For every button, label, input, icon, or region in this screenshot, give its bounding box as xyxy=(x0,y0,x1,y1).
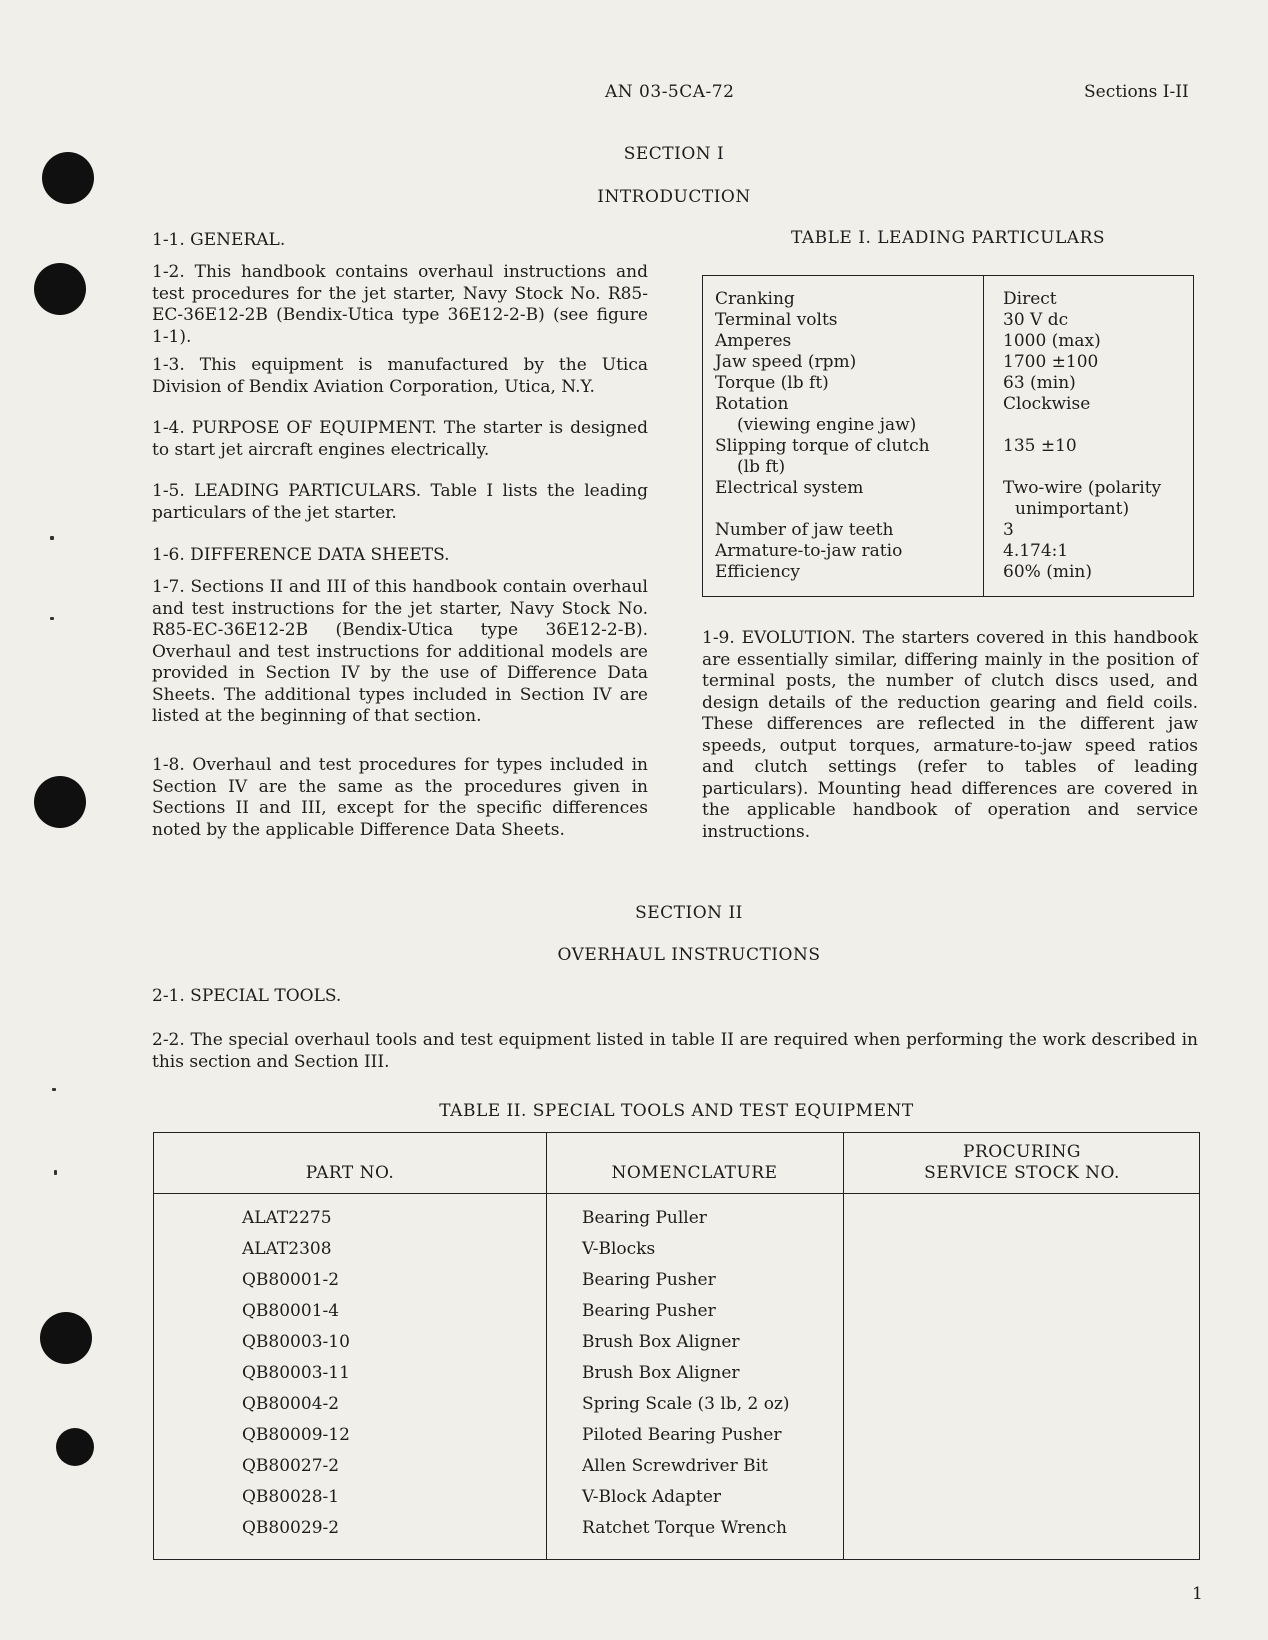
table-2-row xyxy=(154,1265,1199,1296)
col-header-procuring: PROCURING xyxy=(963,1142,1081,1162)
particular-label-line: Rotation xyxy=(715,394,789,414)
nomenclature: Piloted Bearing Pusher xyxy=(582,1425,782,1445)
doc-number: AN 03-5CA-72 xyxy=(605,82,735,102)
particular-value-line: unimportant) xyxy=(1015,499,1130,519)
particular-label xyxy=(715,310,977,331)
col-header-service-stock-no: SERVICE STOCK NO. xyxy=(924,1163,1120,1183)
particular-value-line: 60% (min) xyxy=(1003,562,1092,582)
para-1-7: 1-7. Sections II and III of this handbook contain overhaul and test instructions for the jet starter, Navy Stock No. R85-EC-36E12-2B (Bendix-Utica type 36E12-2-B). Overhaul and test instructions for additional models are provided in Section IV by the use of Difference Data Sheets. The additional types included in Section IV are listed at the beginning of that section. xyxy=(152,577,648,726)
table-2-row xyxy=(154,1420,1199,1451)
particular-label-line: Electrical system xyxy=(715,478,864,498)
part-number: QB80003-10 xyxy=(242,1332,350,1352)
particular-value xyxy=(1003,352,1193,373)
nomenclature: Brush Box Aligner xyxy=(582,1332,740,1352)
para-1-6: 1-6. DIFFERENCE DATA SHEETS. xyxy=(152,545,450,565)
particular-label xyxy=(715,520,977,541)
table-2-row xyxy=(154,1389,1199,1420)
speck xyxy=(52,1088,56,1091)
part-number: QB80004-2 xyxy=(242,1394,340,1414)
particular-label-line: (lb ft) xyxy=(737,457,786,477)
speck xyxy=(54,1170,57,1175)
particular-label-line: Slipping torque of clutch xyxy=(715,436,930,456)
binder-hole-1 xyxy=(42,152,94,204)
particular-label xyxy=(715,394,977,436)
part-number: QB80009-12 xyxy=(242,1425,350,1445)
special-tools-table xyxy=(153,1132,1200,1560)
particular-label-line: Armature-to-jaw ratio xyxy=(715,541,903,561)
table-2-row xyxy=(154,1203,1199,1234)
table-2-row xyxy=(154,1513,1199,1544)
table-1-title: TABLE I. LEADING PARTICULARS xyxy=(790,228,1106,248)
particular-value-line: 3 xyxy=(1003,520,1014,540)
para-1-8: 1-8. Overhaul and test procedures for types included in Section IV are the same as the procedures given in Sections II and III, except for the specific differences noted by the applicable Difference Data Sheets. xyxy=(152,755,648,840)
section-1-subtitle: INTRODUCTION xyxy=(597,187,751,207)
particular-value xyxy=(1003,436,1193,457)
para-1-9: 1-9. EVOLUTION. The starters covered in this handbook are essentially similar, differing mainly in the position of terminal posts, the number of clutch discs used, and design details of the reduction gearing and field coils. These differences are reflected in the different jaw speeds, output torques, armature-to-jaw speed ratios and clutch settings (refer to tables of leading particulars). Mounting head differences are covered in the applicable handbook of operation and service instructions. xyxy=(702,628,1198,842)
nomenclature: Ratchet Torque Wrench xyxy=(582,1518,787,1538)
para-1-5: 1-5. LEADING PARTICULARS. Table I lists the leading particulars of the jet starter. xyxy=(152,481,648,523)
particular-value-line: 63 (min) xyxy=(1003,373,1076,393)
table-2-header-divider xyxy=(154,1193,1199,1194)
para-1-3: 1-3. This equipment is manufactured by the Utica Division of Bendix Aviation Corporation, Utica, N.Y. xyxy=(152,355,648,397)
particular-label xyxy=(715,562,977,583)
table-1-divider xyxy=(983,276,984,596)
section-1-title: SECTION I xyxy=(623,144,725,164)
particular-label xyxy=(715,331,977,352)
nomenclature: V-Blocks xyxy=(582,1239,656,1259)
binder-hole-4 xyxy=(40,1312,92,1364)
particular-value xyxy=(1003,478,1193,520)
part-number: QB80001-4 xyxy=(242,1301,340,1321)
particular-label-line: Efficiency xyxy=(715,562,801,582)
part-number: ALAT2275 xyxy=(242,1208,332,1228)
particular-value-line: Direct xyxy=(1003,289,1057,309)
particular-value-line: 1000 (max) xyxy=(1003,331,1101,351)
particular-label-line: Number of jaw teeth xyxy=(715,520,894,540)
particular-label xyxy=(715,352,977,373)
particular-value xyxy=(1003,394,1193,415)
nomenclature: Brush Box Aligner xyxy=(582,1363,740,1383)
table-2-row xyxy=(154,1482,1199,1513)
section-2-title: SECTION II xyxy=(635,903,743,923)
table-2-row xyxy=(154,1358,1199,1389)
table-2-row xyxy=(154,1327,1199,1358)
nomenclature: Bearing Pusher xyxy=(582,1270,716,1290)
nomenclature: Bearing Pusher xyxy=(582,1301,716,1321)
particular-label-line: Jaw speed (rpm) xyxy=(715,352,857,372)
page-number: 1 xyxy=(1192,1584,1203,1604)
section-2-subtitle: OVERHAUL INSTRUCTIONS xyxy=(557,945,821,965)
particular-label xyxy=(715,373,977,394)
particular-label xyxy=(715,436,977,478)
part-number: QB80029-2 xyxy=(242,1518,340,1538)
particular-label xyxy=(715,289,977,310)
particular-value xyxy=(1003,310,1193,331)
para-1-2: 1-2. This handbook contains overhaul instructions and test procedures for the jet starter, Navy Stock No. R85-EC-36E12-2B (Bendix-Utica type 36E12-2-B) (see figure 1-1). xyxy=(152,262,648,347)
col-header-part-no: PART NO. xyxy=(305,1163,395,1183)
particular-label xyxy=(715,478,977,499)
binder-hole-5 xyxy=(56,1428,94,1466)
para-2-2: 2-2. The special overhaul tools and test equipment listed in table II are required when performing the work described in this section and Section III. xyxy=(152,1030,1198,1072)
speck xyxy=(50,617,54,620)
nomenclature: Bearing Puller xyxy=(582,1208,707,1228)
particular-label-line: (viewing engine jaw) xyxy=(737,415,917,435)
binder-hole-3 xyxy=(34,776,86,828)
particular-value xyxy=(1003,520,1193,541)
nomenclature: Spring Scale (3 lb, 2 oz) xyxy=(582,1394,790,1414)
nomenclature: Allen Screwdriver Bit xyxy=(582,1456,768,1476)
particular-label-line: Torque (lb ft) xyxy=(715,373,829,393)
part-number: QB80028-1 xyxy=(242,1487,340,1507)
table-2-title: TABLE II. SPECIAL TOOLS AND TEST EQUIPMENT xyxy=(439,1101,914,1121)
particular-value-line: 4.174:1 xyxy=(1003,541,1069,561)
particular-label-line: Amperes xyxy=(715,331,792,351)
particular-value xyxy=(1003,562,1193,583)
particular-value-line: Two-wire (polarity xyxy=(1003,478,1162,498)
part-number: QB80003-11 xyxy=(242,1363,350,1383)
para-2-1: 2-1. SPECIAL TOOLS. xyxy=(152,986,342,1006)
part-number: ALAT2308 xyxy=(242,1239,332,1259)
particular-value-line: 135 ±10 xyxy=(1003,436,1077,456)
particular-value xyxy=(1003,541,1193,562)
table-2-row xyxy=(154,1451,1199,1482)
particular-value xyxy=(1003,289,1193,310)
particular-label-line: Cranking xyxy=(715,289,795,309)
leading-particulars-table xyxy=(702,275,1194,597)
particular-value-line: 30 V dc xyxy=(1003,310,1069,330)
part-number: QB80027-2 xyxy=(242,1456,340,1476)
particular-value xyxy=(1003,373,1193,394)
binder-hole-2 xyxy=(34,263,86,315)
para-1-1: 1-1. GENERAL. xyxy=(152,230,286,250)
table-2-row xyxy=(154,1234,1199,1265)
particular-label-line: Terminal volts xyxy=(715,310,838,330)
particular-value-line: Clockwise xyxy=(1003,394,1091,414)
col-header-nomenclature: NOMENCLATURE xyxy=(611,1163,778,1183)
speck xyxy=(50,536,54,540)
table-2-row xyxy=(154,1296,1199,1327)
particular-value xyxy=(1003,331,1193,352)
particular-label xyxy=(715,541,977,562)
para-1-4: 1-4. PURPOSE OF EQUIPMENT. The starter is designed to start jet aircraft engines electrically. xyxy=(152,418,648,460)
part-number: QB80001-2 xyxy=(242,1270,340,1290)
nomenclature: V-Block Adapter xyxy=(582,1487,722,1507)
sections-label: Sections I-II xyxy=(1084,82,1189,102)
particular-value-line: 1700 ±100 xyxy=(1003,352,1099,372)
